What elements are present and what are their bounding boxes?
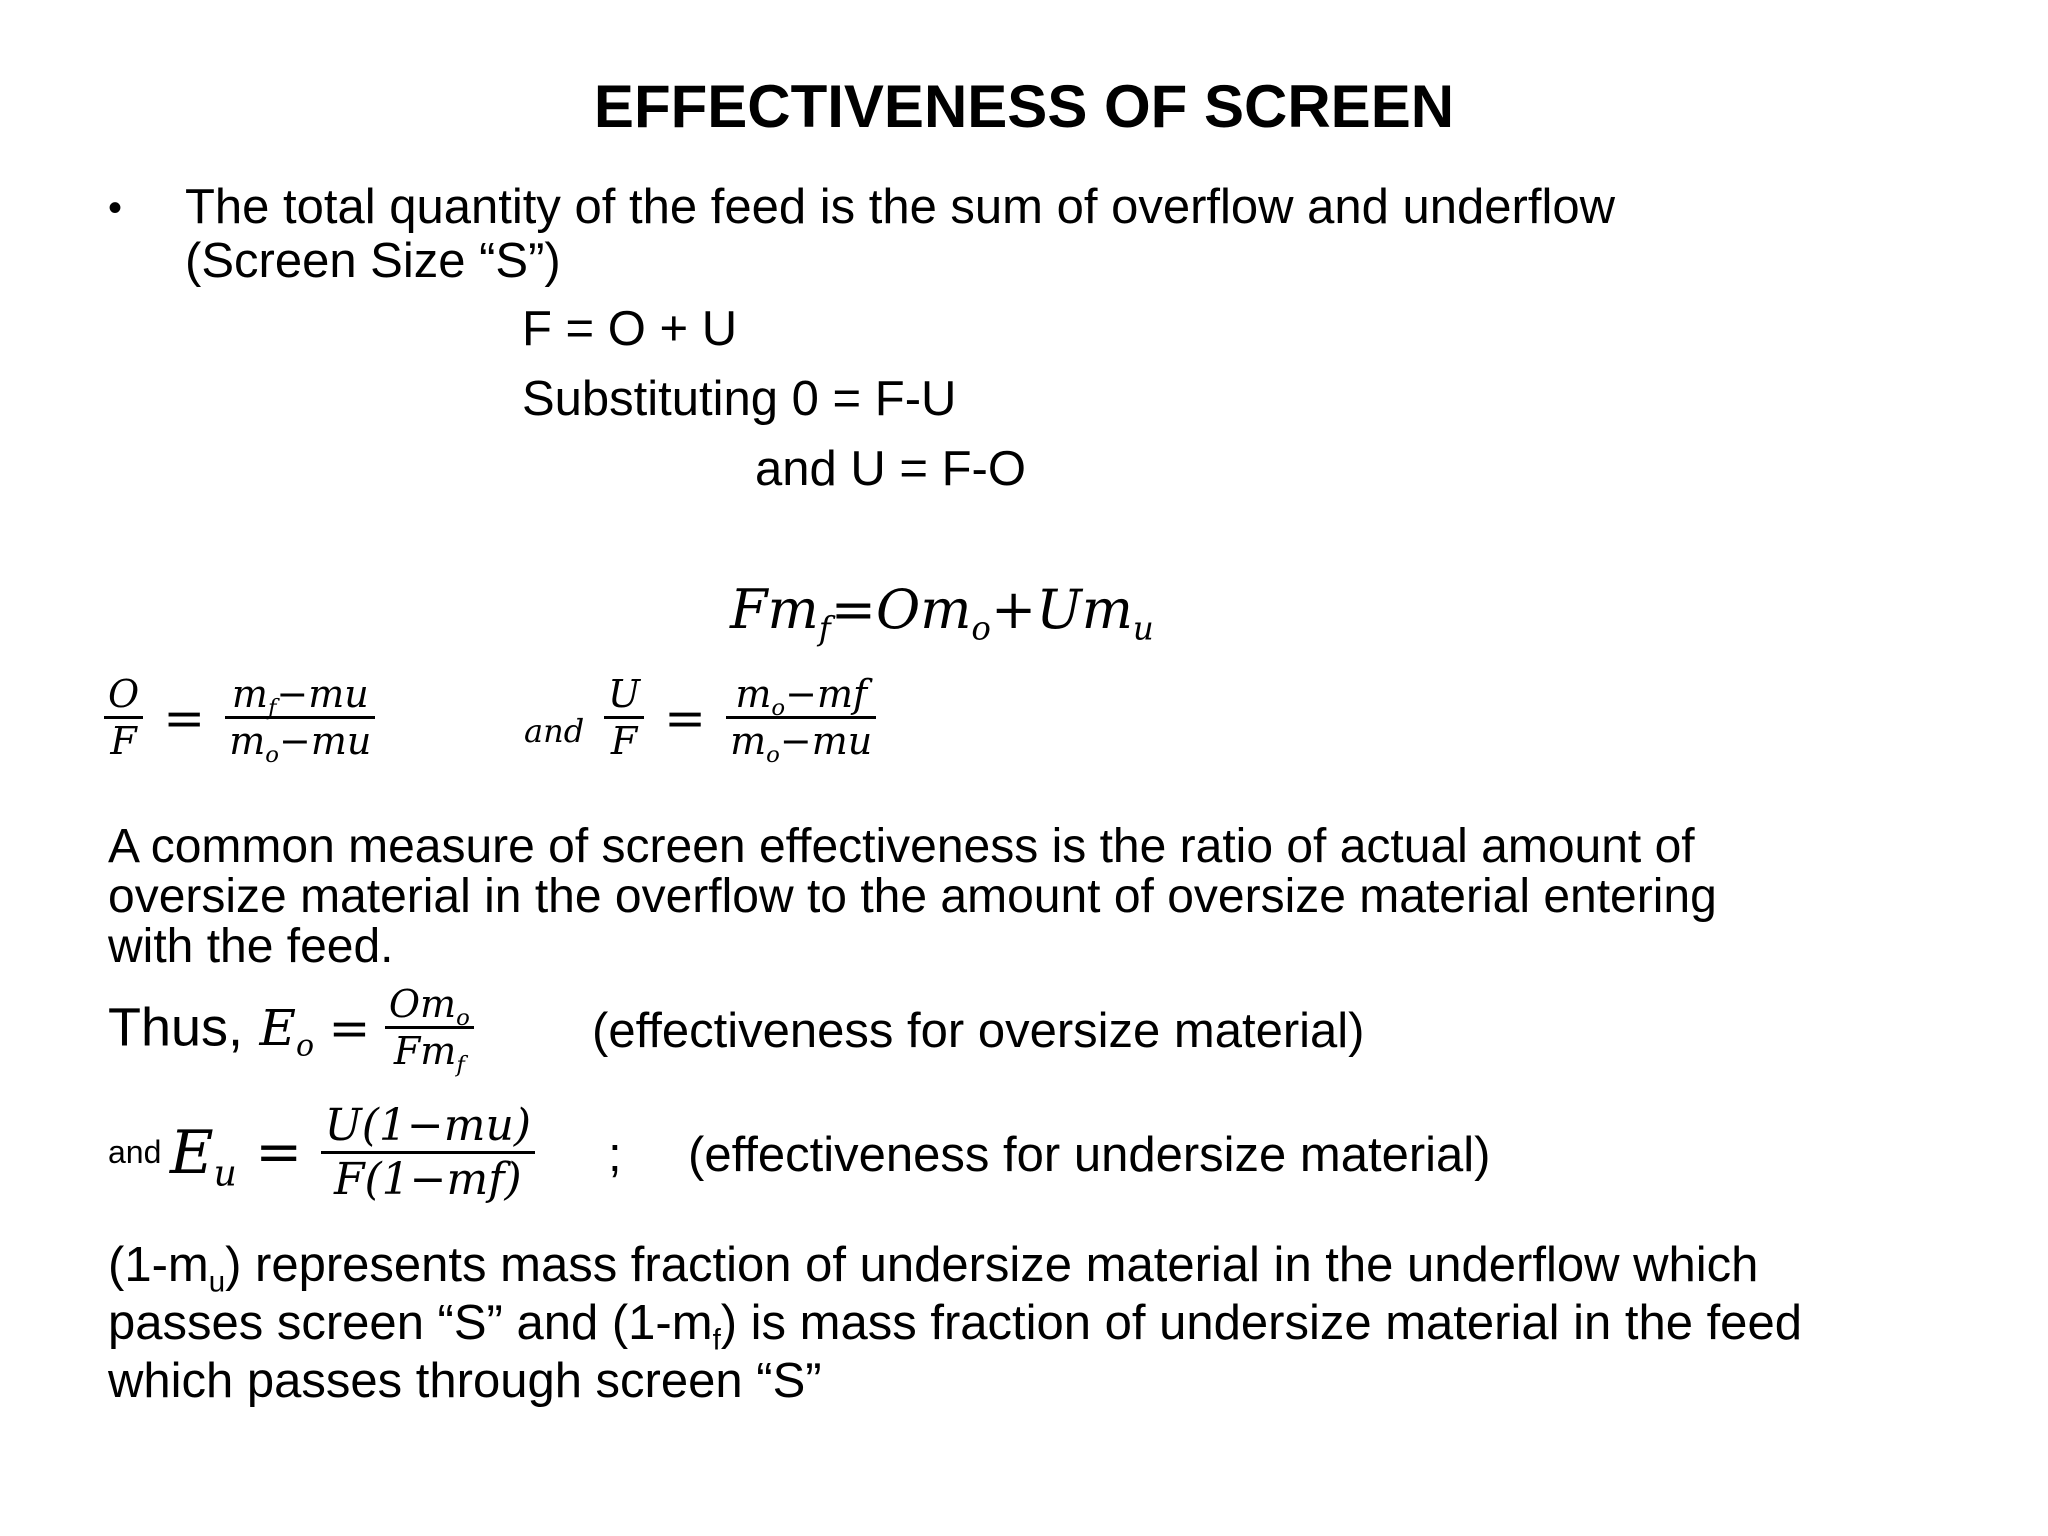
ratio-underflow-equation: $\frac{U}{F}$ = $\frac{m_o-mf}{m_o-mu}$	[604, 672, 876, 763]
mass-fraction-note: $(1-m_u)$ represents mass fraction of undersize material in the underflow which passes screen “S” and $(1-m_f)$ is mass fraction of undersize material in the feed which passes through screen “S”	[108, 1238, 1802, 1408]
ratio-and-label: and	[524, 712, 585, 750]
fraction-U-F: $\frac{U}{F}$	[604, 672, 644, 763]
oversize-effectiveness-equation: Thus, $E_o$ = $\frac{Om_o}{Fm_f}$	[108, 982, 474, 1092]
fraction-Omo-Fmf: $\frac{Om_o}{Fm_f}$	[385, 982, 474, 1073]
fraction-mo-mf: $\frac{m_o-mf}{m_o-mu}$	[726, 672, 876, 763]
bullet-text-line1: The total quantity of the feed is the sum of overflow and underflow	[185, 180, 1615, 234]
fraction-mf-mu: $\frac{m_f-mu}{m_o-mu}$	[225, 672, 375, 763]
ratio-overflow-equation: $\frac{O}{F}$ = $\frac{m_f-mu}{m_o-mu}$	[104, 672, 375, 763]
bullet-marker: •	[108, 186, 123, 230]
bullet-text-line2: (Screen Size “S”)	[185, 234, 561, 288]
substitution-line1: Substituting 0 = F-U	[522, 372, 957, 426]
mass-balance-equation: $Fm_f=Om_o+Um_u$	[730, 578, 1154, 648]
undersize-effectiveness-description: (effectiveness for undersize material)	[688, 1128, 1491, 1182]
oversize-effectiveness-description: (effectiveness for oversize material)	[592, 1004, 1365, 1058]
substitution-line2: and U = F-O	[755, 442, 1026, 496]
fraction-U1mu-F1mf: $\frac{U(1-mu)}{F(1-mf)}$	[321, 1100, 535, 1205]
undersize-separator: ;	[608, 1128, 622, 1182]
slide-title: EFFECTIVENESS OF SCREEN	[593, 73, 1455, 140]
fraction-O-F: $\frac{O}{F}$	[104, 672, 143, 763]
balance-equation: F = O + U	[522, 302, 738, 356]
undersize-effectiveness-equation: and $E_u$ = $\frac{U(1-mu)}{F(1-mf)}$	[108, 1100, 535, 1220]
effectiveness-paragraph: A common measure of screen effectiveness is the ratio of actual amount of oversize material in the overflow to the amount of oversize material entering with the feed.	[108, 820, 1717, 973]
